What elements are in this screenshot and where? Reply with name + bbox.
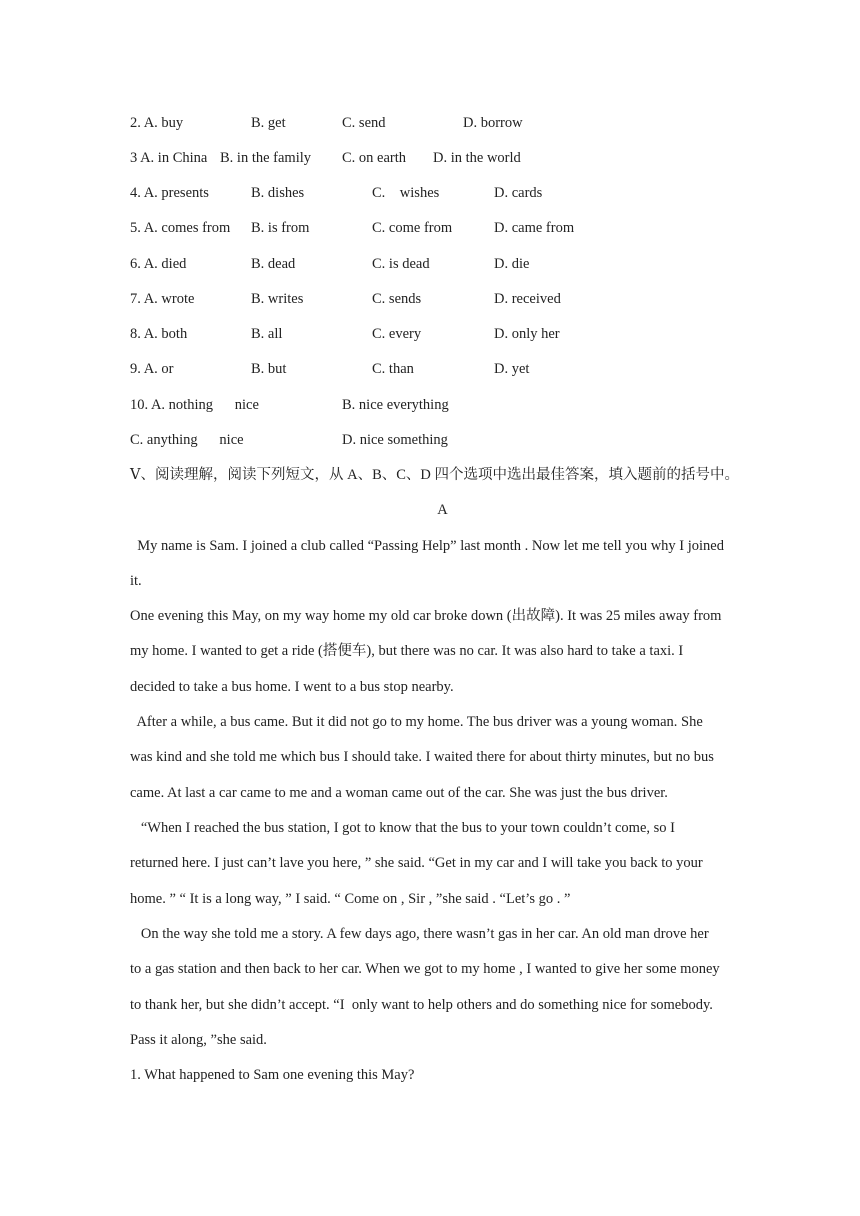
option-c: C. wishes bbox=[372, 185, 440, 201]
option-c: C. on earth bbox=[342, 150, 407, 166]
passage-line: decided to take a bus home. I went to a bus stop nearby. bbox=[130, 679, 454, 695]
passage-label: A bbox=[437, 502, 448, 518]
passage-line: came. At last a car came to me and a woman came out of the car. She was just the bus driver. bbox=[130, 785, 668, 801]
section-heading: Ⅴ、阅读理解，阅读下列短文，从 A、B、C、D 四个选项中选出最佳答案，填入题前的括号中。 bbox=[130, 467, 740, 483]
option-d: D. only her bbox=[494, 326, 560, 342]
option-d: D. received bbox=[494, 291, 561, 307]
option-b: B. all bbox=[251, 326, 283, 342]
passage-line: “When I reached the bus station, I got to know that the bus to your town couldn’t come, so I bbox=[130, 820, 675, 836]
option-c: C. send bbox=[342, 115, 386, 131]
option-c: C. come from bbox=[372, 220, 453, 236]
option-a: 6. A. died bbox=[130, 256, 187, 272]
option-a: 3 A. in China bbox=[130, 150, 208, 166]
option-c: C. anything nice bbox=[130, 432, 244, 448]
passage-line: returned here. I just can’t lave you here, ” she said. “Get in my car and I will take you back to your bbox=[130, 855, 703, 871]
option-c: C. every bbox=[372, 326, 422, 342]
option-d: D. in the world bbox=[433, 150, 521, 166]
passage-line: home. ” “ It is a long way, ” I said. “ Come on , Sir , ”she said . “Let’s go . ” bbox=[130, 891, 571, 907]
option-b: B. writes bbox=[251, 291, 304, 307]
option-c: C. is dead bbox=[372, 256, 430, 272]
passage-line: my home. I wanted to get a ride (搭便车), but there was no car. It was also hard to take a taxi. I bbox=[130, 643, 684, 659]
option-c: C. than bbox=[372, 361, 414, 377]
option-b: B. nice everything bbox=[342, 397, 449, 413]
question-1: 1. What happened to Sam one evening this May? bbox=[130, 1067, 415, 1083]
option-d: D. yet bbox=[494, 361, 530, 377]
passage-line: On the way she told me a story. A few days ago, there wasn’t gas in her car. An old man drove her bbox=[130, 926, 709, 942]
option-b: B. in the family bbox=[220, 150, 312, 166]
passage-line: to a gas station and then back to her car. When we got to my home , I wanted to give her some money bbox=[130, 961, 720, 977]
option-c: C. sends bbox=[372, 291, 422, 307]
option-b: B. is from bbox=[251, 220, 310, 236]
option-b: B. dead bbox=[251, 256, 296, 272]
passage-line: One evening this May, on my way home my old car broke down (出故障). It was 25 miles away from bbox=[130, 608, 722, 624]
passage-line: Pass it along, ”she said. bbox=[130, 1032, 267, 1048]
passage-line: After a while, a bus came. But it did not go to my home. The bus driver was a young woman. She bbox=[130, 714, 703, 730]
option-a: 8. A. both bbox=[130, 326, 188, 342]
option-a: 4. A. presents bbox=[130, 185, 209, 201]
passage-line: it. bbox=[130, 573, 142, 589]
option-a: 5. A. comes from bbox=[130, 220, 231, 236]
option-a: 10. A. nothing nice bbox=[130, 397, 259, 413]
option-b: B. but bbox=[251, 361, 287, 377]
option-a: 7. A. wrote bbox=[130, 291, 195, 307]
passage-line: My name is Sam. I joined a club called “Passing Help” last month . Now let me tell you why I joined bbox=[130, 538, 724, 554]
option-b: B. dishes bbox=[251, 185, 305, 201]
passage-line: to thank her, but she didn’t accept. “I only want to help others and do something nice for somebody. bbox=[130, 997, 713, 1013]
option-d: D. die bbox=[494, 256, 530, 272]
option-a: 9. A. or bbox=[130, 361, 174, 377]
option-d: D. borrow bbox=[463, 115, 523, 131]
option-d: D. cards bbox=[494, 185, 543, 201]
option-b: B. get bbox=[251, 115, 286, 131]
option-a: 2. A. buy bbox=[130, 115, 184, 131]
option-d: D. came from bbox=[494, 220, 575, 236]
option-d: D. nice something bbox=[342, 432, 448, 448]
passage-line: was kind and she told me which bus I should take. I waited there for about thirty minutes, but no bus bbox=[130, 749, 714, 765]
